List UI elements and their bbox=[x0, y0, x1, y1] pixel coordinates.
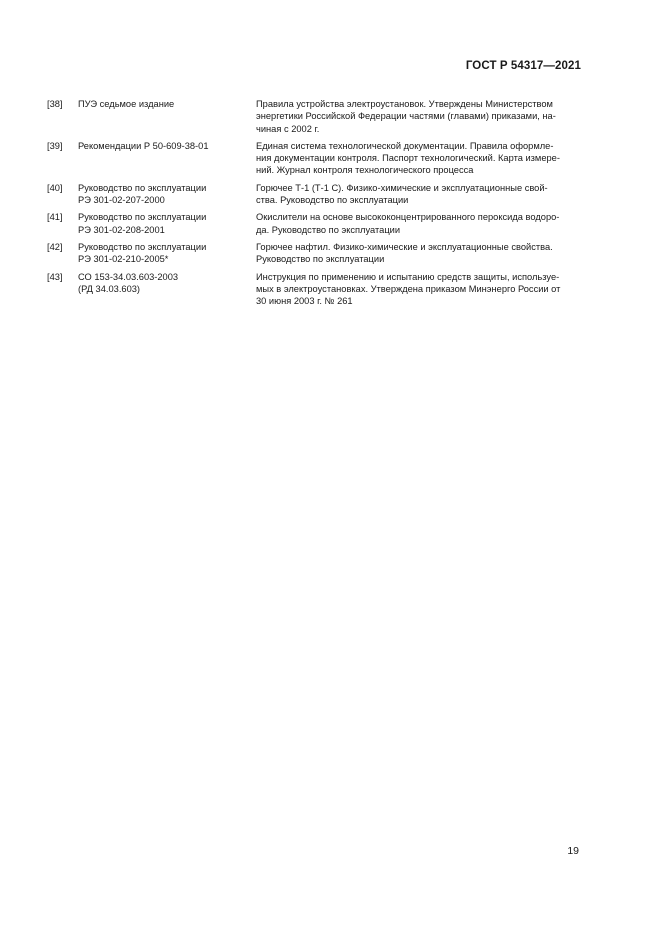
reference-item bbox=[47, 271, 582, 308]
reference-description-line: ний. Журнал контроля технологического процесса bbox=[256, 165, 474, 176]
reference-description bbox=[256, 271, 582, 308]
reference-item bbox=[47, 182, 582, 207]
reference-description bbox=[256, 211, 582, 236]
reference-description bbox=[256, 98, 582, 135]
reference-designation bbox=[78, 98, 256, 135]
reference-designation bbox=[78, 140, 256, 177]
reference-description-line: Горючее Т-1 (Т-1 С). Физико-химические и эксплуатационные свой- bbox=[256, 182, 548, 193]
reference-item bbox=[47, 98, 582, 135]
reference-description-line: ния документации контроля. Паспорт технологический. Карта измере- bbox=[256, 153, 560, 164]
reference-item bbox=[47, 241, 582, 266]
reference-designation-line: РЭ 301-02-207-2000 bbox=[78, 195, 165, 206]
reference-item bbox=[47, 211, 582, 236]
reference-number: [43] bbox=[47, 271, 63, 282]
reference-designation bbox=[78, 211, 256, 236]
reference-number: [39] bbox=[47, 140, 63, 151]
reference-designation-line: (РД 34.03.603) bbox=[78, 283, 141, 294]
reference-description-line: ства. Руководство по эксплуатации bbox=[256, 195, 409, 206]
reference-designation bbox=[78, 241, 256, 266]
reference-number: [38] bbox=[47, 99, 63, 109]
reference-number: [40] bbox=[47, 182, 63, 193]
reference-designation bbox=[78, 271, 256, 308]
reference-description-line: Инструкция по применению и испытанию средств защиты, используе- bbox=[256, 271, 560, 282]
reference-designation-line: РЭ 301-02-210-2005* bbox=[78, 254, 169, 265]
reference-designation-line: РЭ 301-02-208-2001 bbox=[78, 224, 165, 235]
reference-description bbox=[256, 182, 582, 207]
page-number: 19 bbox=[567, 845, 579, 857]
reference-designation-line: СО 153-34.03.603-2003 bbox=[78, 271, 179, 282]
reference-designation bbox=[78, 182, 256, 207]
reference-description-line: Горючее нафтил. Физико-химические и эксплуатационные свойства. bbox=[256, 241, 553, 252]
reference-designation-line: Руководство по эксплуатации bbox=[78, 182, 207, 193]
reference-number: [41] bbox=[47, 212, 63, 223]
reference-description-line: Единая система технологической документации. Правила оформле- bbox=[256, 140, 554, 151]
reference-description-line: да. Руководство по эксплуатации bbox=[256, 224, 401, 235]
reference-item bbox=[47, 140, 582, 177]
reference-description-line: Окислители на основе высококонцентрированного пероксида водоро- bbox=[256, 212, 560, 223]
reference-description-line: Руководство по эксплуатации bbox=[256, 254, 385, 265]
reference-designation-line: ПУЭ седьмое издание bbox=[78, 99, 175, 109]
reference-number: [42] bbox=[47, 241, 63, 252]
reference-designation-line: Руководство по эксплуатации bbox=[78, 212, 207, 223]
reference-description-line: Правила устройства электроустановок. Утверждены Министерством bbox=[256, 99, 553, 109]
reference-description-line: мых в электроустановках. Утверждена приказом Минэнерго России от bbox=[256, 283, 561, 294]
document-header: ГОСТ Р 54317—2021 bbox=[465, 60, 581, 72]
reference-description-line: чиная с 2002 г. bbox=[256, 123, 320, 134]
reference-description-line: энергетики Российской Федерации частями (главами) приказами, на- bbox=[256, 111, 556, 122]
reference-designation-line: Руководство по эксплуатации bbox=[78, 241, 207, 252]
reference-description bbox=[256, 140, 582, 177]
bibliography-list bbox=[47, 98, 582, 312]
reference-designation-line: Рекомендации Р 50-609-38-01 bbox=[78, 140, 209, 151]
reference-description-line: 30 июня 2003 г. № 261 bbox=[256, 296, 353, 307]
reference-description bbox=[256, 241, 582, 266]
